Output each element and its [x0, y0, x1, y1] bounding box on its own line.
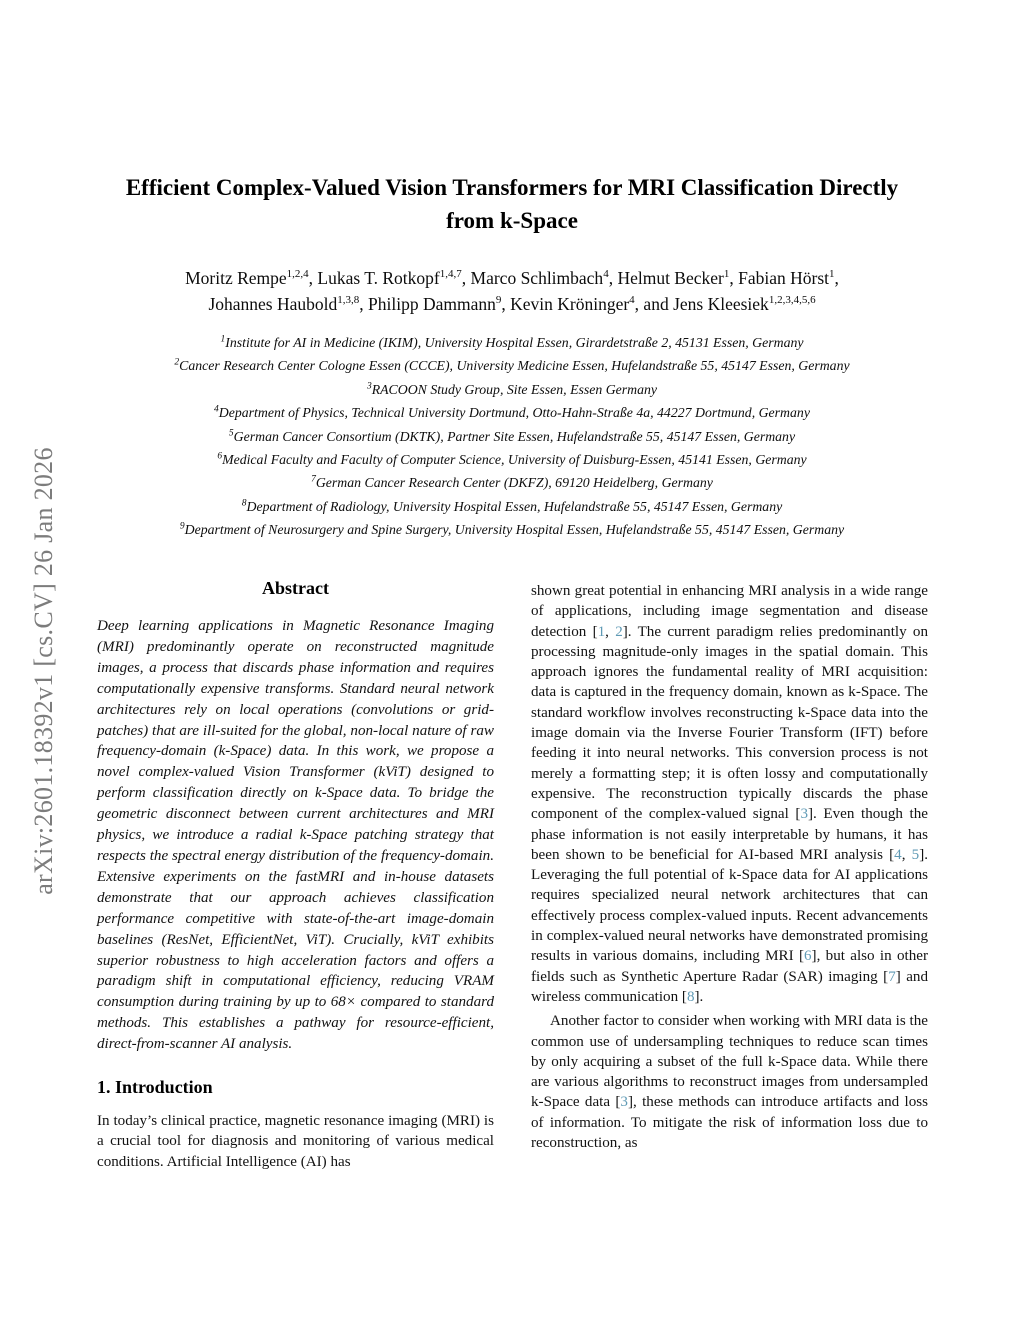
citation-link[interactable]: 1: [597, 623, 606, 640]
superscript: 1,4,7: [439, 268, 462, 281]
affiliation-line: $^8$Department of Radiology, University Hospital Essen, Hufelandstraße 55, 45147 Essen, Germany: [241, 498, 783, 514]
right-column-paragraph-1: shown great potential in enhancing MRI analysis in a wide range of applications, including image segmentation and disease detection [1, 2]. The current paradigm relies predominantly on processing magnitude-only images in the spatial domain. This approach ignores the fundamental reality of MRI acquisition: data is captured in the frequency domain, known as k-Space. The standard workflow involves reconstructing k-Space data into the image domain via the Inverse Fourier Transform (IFT) before feeding it into neural networks. This conversion process is not merely a formatting step; it is often lossy and computationally expensive. The reconstruction typically discards the phase component of the complex-valued signal [3]. Even though the phase information is not easily interpretable by humans, it has been shown to be beneficial for AI-based MRI analysis [4, 5]. Leveraging the full potential of k-Space data for AI applications requires specialized neural network architectures that can effectively process complex-valued inputs. Recent advancements in complex-valued neural networks have demonstrated promising results in various domains, including MRI [6], but also in other fields such as Synthetic Aperture Radar (SAR) imaging [7] and wireless communication [8].: [531, 583, 929, 1005]
citation-link[interactable]: 3: [800, 806, 808, 823]
affiliation-line: $^3$RACOON Study Group, Site Essen, Essen Germany: [366, 381, 658, 397]
affiliation-line: $^5$German Cancer Consortium (DKTK), Partner Site Essen, Hufelandstraße 55, 45147 Essen, Germany: [228, 428, 796, 444]
paper-title: [60, 171, 964, 237]
superscript: 4: [629, 294, 635, 307]
right-column: [531, 581, 928, 1153]
affiliation-line: $^6$Medical Faculty and Faculty of Computer Science, University of Duisburg-Essen, 45141 Essen, Germany: [217, 451, 807, 468]
arxiv-watermark: arXiv:2601.18392v1 [cs.CV] 26 Jan 2026: [29, 447, 58, 895]
affiliation-line: $^7$German Cancer Research Center (DKFZ), 69120 Heidelberg, Germany: [311, 474, 713, 491]
affiliation-line: $^9$Department of Neurosurgery and Spine Surgery, University Hospital Essen, Hufelandstraße 55, 45147 Essen, Germany: [179, 521, 845, 538]
superscript: 1,3,8: [337, 294, 360, 307]
citation-link[interactable]: 6: [804, 948, 812, 965]
author-list: [40, 265, 984, 317]
affiliations: [40, 331, 984, 542]
citation-link[interactable]: 8: [686, 988, 695, 1005]
superscript: 4: [603, 268, 609, 281]
superscript: 9: [495, 294, 502, 307]
citation-link[interactable]: 7: [888, 968, 896, 985]
superscript: 1: [723, 268, 730, 281]
left-column: [97, 578, 494, 1172]
citation-link[interactable]: 2: [615, 623, 623, 640]
abstract-heading: Abstract: [262, 578, 329, 598]
introduction-text: In today’s clinical practice, magnetic resonance imaging (MRI) is a crucial tool for diagnosis and monitoring of various medical conditions. Artificial Intelligence (AI) has: [97, 1113, 494, 1170]
affiliation-line: $^2$Cancer Research Center Cologne Essen (CCCE), University Medicine Essen, Hufelandstraße 55, 45147 Essen, Germany: [174, 357, 850, 374]
paper-title-line2: from k-Space: [446, 208, 578, 233]
affiliation-line: $^1$Institute for AI in Medicine (IKIM), University Hospital Essen, Girardetstraße 2, 45131 Essen, Germany: [220, 334, 804, 350]
right-column-paragraph-2: Another factor to consider when working with MRI data is the common use of undersampling techniques to reduce scan times by only acquiring a subset of the full k-Space data. While there are various algorithms to reconstruct images from undersampled k-Space data [3], these methods can introduce artifacts and loss of information. To mitigate the risk of information loss due to reconstruction, as: [531, 1013, 928, 1152]
affiliation-line: $^4$Department of Physics, Technical University Dortmund, Otto-Hahn-Straße 4a, 44227 Dortmund, Germany: [214, 404, 810, 421]
superscript: 1: [829, 268, 835, 281]
superscript: 1,2,3,4,5,6: [768, 294, 816, 307]
citation-link[interactable]: 3: [620, 1094, 628, 1111]
paper-title-line1: Efficient Complex-Valued Vision Transformers for MRI Classification Directly: [125, 175, 899, 200]
citation-link[interactable]: 5: [911, 846, 920, 863]
citation-link[interactable]: 4: [894, 846, 902, 863]
section-heading-introduction: 1. Introduction: [97, 1077, 213, 1098]
author-line-2: Johannes Haubold$^{1,3,8}$, Philipp Dammann$^9$, Kevin Kröninger$^4$, and Jens Kleesiek$^{1,2,3,4,5,6}$: [208, 294, 816, 314]
abstract-text: Deep learning applications in Magnetic Resonance Imaging (MRI) predominantly operate on reconstructed magnitude images, a process that discards phase information and requires computationally expensive transforms. Standard neural network architectures rely on local operations (convolutions or grid-patches) that are ill-suited for the global, non-local nature of raw frequency-domain (k-Space) data. In this work, we propose a novel complex-valued Vision Transformer (kViT) designed to perform classification directly on k-Space data. To bridge the geometric disconnect between current architectures and MRI physics, we introduce a radial k-Space patching strategy that respects the spectral energy distribution of the frequency-domain. Extensive experiments on the fastMRI and in-house datasets demonstrate that our approach achieves classification performance competitive with state-of-the-art image-domain baselines (ResNet, EfficientNet, ViT). Crucially, kViT exhibits superior robustness to high acceleration factors and offers a paradigm shift in computational efficiency, reducing VRAM consumption during training by up to 68× compared to standard methods. This establishes a pathway for resource-efficient, direct-from-scanner AI analysis.: [97, 618, 494, 1053]
superscript: 1,2,4: [286, 268, 309, 281]
author-line-1: Moritz Rempe$^{1,2,4}$, Lukas T. Rotkopf$^{1,4,7}$, Marco Schlimbach$^4$, Helmut Becker$^1$, Fabian Hörst$^1$,: [185, 268, 839, 288]
